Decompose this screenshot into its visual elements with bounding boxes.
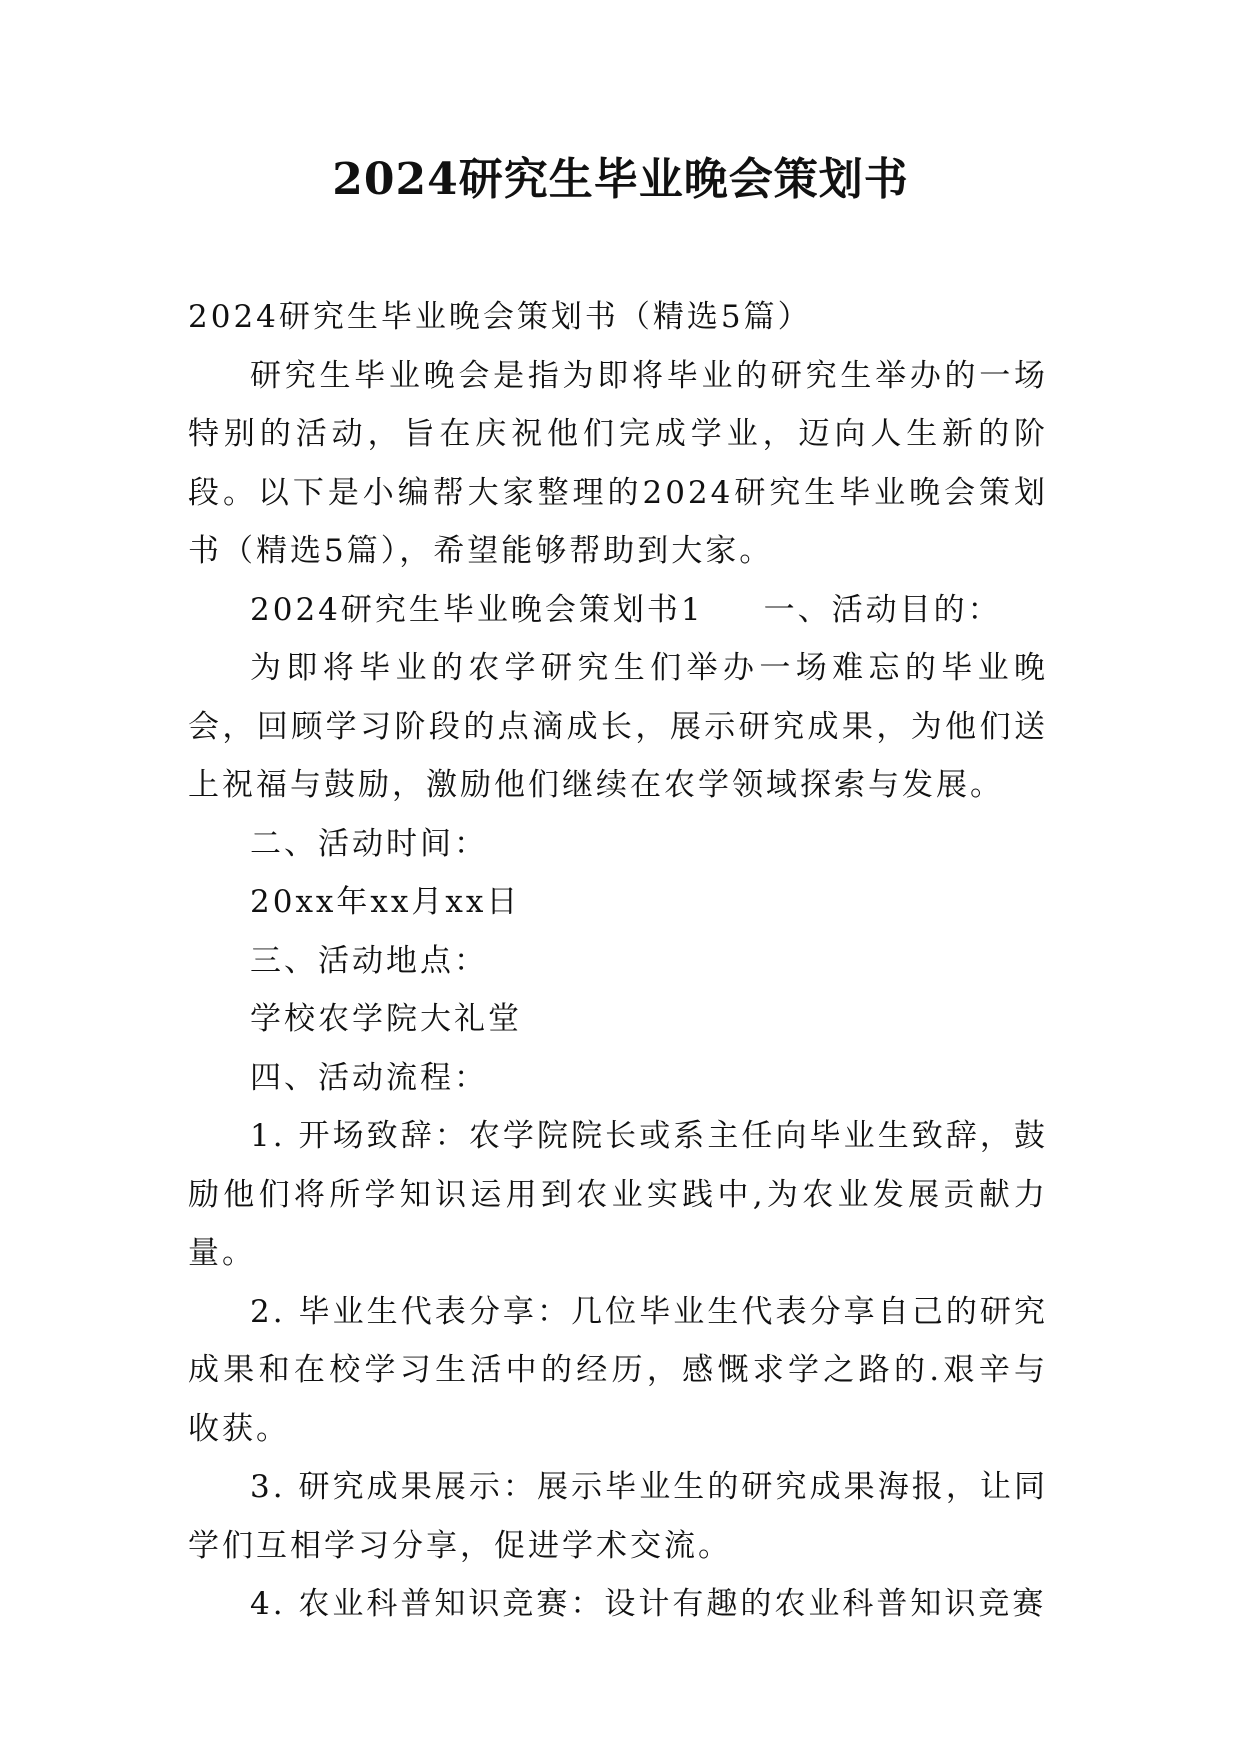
flow-item-4: 4. 农业科普知识竞赛：设计有趣的农业科普知识竞赛: [250, 1586, 1047, 1622]
activity-time-heading: 二、活动时间：: [250, 825, 488, 862]
flow-item-1: 1. 开场致辞：农学院院长或系主任向毕业生致辞，鼓励他们将所学知识运用到农业实践中,为农业发展贡献力量。: [188, 1118, 1048, 1271]
activity-location-value: 学校农学院大礼堂: [250, 1001, 522, 1037]
flow-item-3: 3. 研究成果展示：展示毕业生的研究成果海报，让同学们互相学习分享，促进学术交流。: [188, 1469, 1048, 1564]
activity-time-value: 20xx年xx月xx日: [250, 884, 521, 920]
section-heading-line: [188, 581, 1048, 640]
purpose-paragraph: 为即将毕业的农学研究生们举办一场难忘的毕业晚会，回顾学习阶段的点滴成长，展示研究成果，为他们送上祝福与鼓励，激励他们继续在农学领域探索与发展。: [188, 650, 1048, 803]
intro-paragraph: 研究生毕业晚会是指为即将毕业的研究生举办的一场特别的活动，旨在庆祝他们完成学业，迈向人生新的阶段。以下是小编帮大家整理的2024研究生毕业晚会策划书（精选5篇），希望能够帮助到大家。: [188, 357, 1048, 569]
subtitle-paragraph: 2024研究生毕业晚会策划书（精选5篇）: [188, 299, 812, 335]
activity-purpose-heading: 一、活动目的：: [763, 591, 1002, 628]
activity-location-heading: 三、活动地点：: [250, 942, 488, 979]
document-body: [188, 288, 1048, 1634]
flow-item-2: 2. 毕业生代表分享：几位毕业生代表分享自己的研究成果和在校学习生活中的经历，感慨求学之路的.艰辛与收获。: [188, 1293, 1048, 1447]
activity-flow-heading: 四、活动流程：: [250, 1059, 488, 1096]
document-title: 2024研究生毕业晚会策划书: [332, 154, 909, 205]
section-title: 2024研究生毕业晚会策划书1: [250, 591, 704, 628]
